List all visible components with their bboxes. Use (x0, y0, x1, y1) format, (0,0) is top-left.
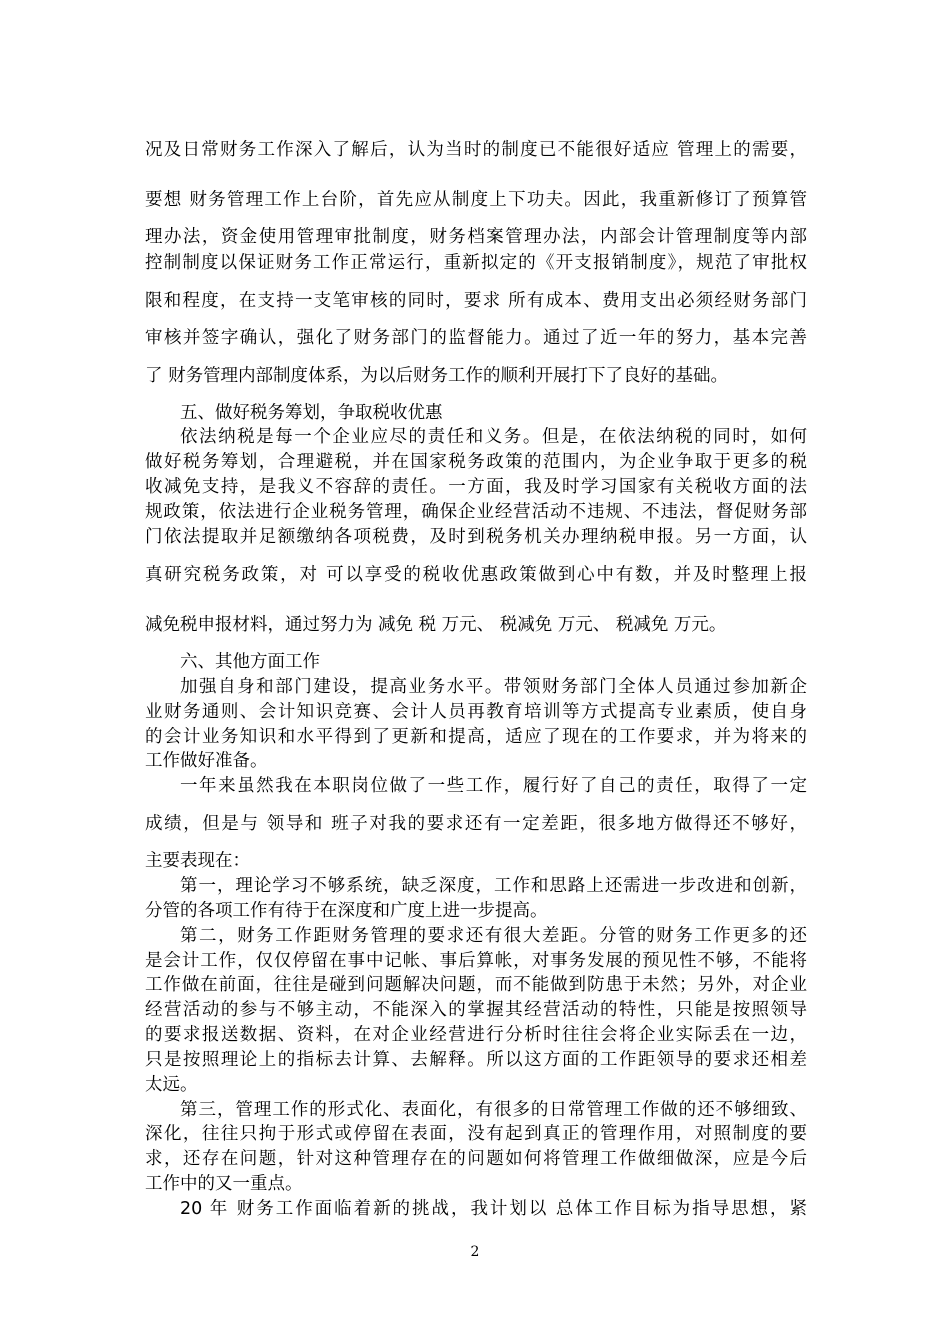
text-line: 审核并签字确认，强化了财务部门的监督能力。通过了近一年的努力，基本完善 (145, 328, 807, 348)
text-line: 的要求报送数据、资料，在对企业经营进行分析时往往会将企业实际丢在一边， (145, 1025, 807, 1045)
text-line: 了 财务管理内部制度体系，为以后财务工作的顺利开展打下了良好的基础。 (145, 366, 729, 386)
text-line: 工作做好准备。 (145, 751, 268, 771)
text-line: 的会计业务知识和水平得到了更新和提高，适应了现在的工作要求，并为将来的 (145, 727, 807, 747)
text-line: 第三，管理工作的形式化、表面化，有很多的日常管理工作做的还不够细致、 (180, 1100, 807, 1120)
text-line: 理办法，资金使用管理审批制度，财务档案管理办法，内部会计管理制度等内部 (145, 227, 807, 247)
text-line: 规政策，依法进行企业税务管理，确保企业经营活动不违规、不违法，督促财务部 (145, 502, 807, 522)
text-line: 只是按照理论上的指标去计算、去解释。所以这方面的工作距领导的要求还相差 (145, 1050, 807, 1070)
text-line: 门依法提取并足额缴纳各项税费，及时到税务机关办理纳税申报。另一方面，认 (145, 527, 807, 547)
section-heading: 六、其他方面工作 (180, 652, 320, 672)
text-line: 限和程度，在支持一支笔审核的同时，要求 所有成本、费用支出必须经财务部门 (145, 291, 807, 311)
text-line: 控制制度以保证财务工作正常运行，重新拟定的《开支报销制度》，规范了审批权 (145, 253, 807, 273)
text-line: 求，还存在问题，针对这种管理存在的问题如何将管理工作做细做深，应是今后 (145, 1149, 807, 1169)
text-line: 业财务通则、会计知识竞赛、会计人员再教育培训等方式提高专业素质，使自身 (145, 702, 807, 722)
text-line: 工作中的又一重点。 (145, 1174, 303, 1194)
text-line: 第一，理论学习不够系统，缺乏深度，工作和思路上还需进一步改进和创新， (180, 876, 807, 896)
text-line: 成绩，但是与 领导和 班子对我的要求还有一定差距，很多地方做得还不够好， (145, 814, 807, 834)
text-line: 要想 财务管理工作上台阶，首先应从制度上下功夫。因此，我重新修订了预算管 (145, 190, 807, 210)
text-line: 依法纳税是每一个企业应尽的责任和义务。但是，在依法纳税的同时，如何 (180, 427, 807, 447)
text-line: 真研究税务政策，对 可以享受的税收优惠政策做到心中有数，并及时整理上报 (145, 565, 807, 585)
page-number: 2 (470, 1244, 480, 1260)
text-line: 20 年 财务工作面临着新的挑战，我计划以 总体工作目标为指导思想，紧 (180, 1199, 807, 1219)
text-line: 深化，往往只拘于形式或停留在表面，没有起到真正的管理作用，对照制度的要 (145, 1124, 807, 1144)
text-line: 况及日常财务工作深入了解后，认为当时的制度已不能很好适应 管理上的需要， (145, 140, 807, 160)
text-line: 第二，财务工作距财务管理的要求还有很大差距。分管的财务工作更多的还 (180, 926, 807, 946)
text-line: 经营活动的参与不够主动，不能深入的掌握其经营活动的特性，只能是按照领导 (145, 1000, 807, 1020)
text-line: 是会计工作，仅仅停留在事中记帐、事后算帐，对事务发展的预见性不够，不能将 (145, 951, 807, 971)
text-line: 主要表现在： (145, 851, 250, 871)
text-line: 加强自身和部门建设，提高业务水平。带领财务部门全体人员通过参加新企 (180, 677, 807, 697)
text-line: 工作做在前面，往往是碰到问题解决问题，而不能做到防患于未然；另外，对企业 (145, 975, 807, 995)
section-heading: 五、做好税务筹划，争取税收优惠 (180, 403, 443, 423)
text-line: 减免税申报材料，通过努力为 减免 税 万元、 税减免 万元、 税减免 万元。 (145, 615, 727, 635)
text-line: 分管的各项工作有待于在深度和广度上进一步提高。 (145, 901, 548, 921)
text-line: 收减免支持，是我义不容辞的责任。一方面，我及时学习国家有关税收方面的法 (145, 477, 807, 497)
text-line: 做好税务筹划，合理避税，并在国家税务政策的范围内，为企业争取于更多的税 (145, 452, 807, 472)
text-line: 太远。 (145, 1075, 198, 1095)
text-line: 一年来虽然我在本职岗位做了一些工作，履行好了自己的责任，取得了一定 (180, 776, 807, 796)
